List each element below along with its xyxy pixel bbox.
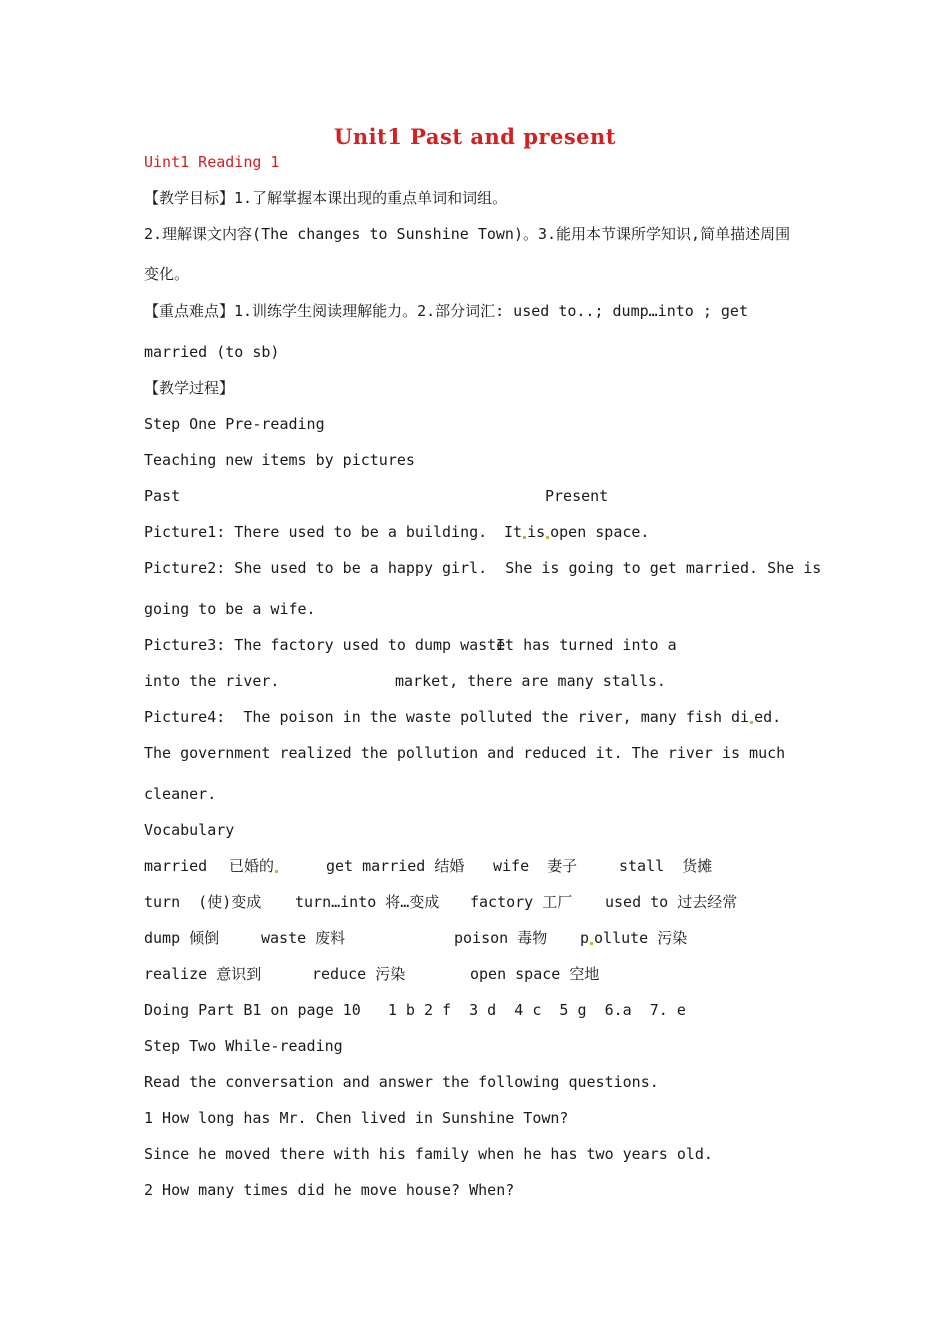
question-1: 1 How long has Mr. Chen lived in Sunshine Town?	[144, 1109, 569, 1127]
teaching-items-line: Teaching new items by pictures	[144, 451, 415, 469]
vocab-turn: turn (使)变成	[144, 893, 262, 911]
vocab-reduce: reduce 污染	[312, 965, 406, 983]
picture3-past-1: Picture3: The factory used to dump waste	[144, 636, 506, 654]
edit-mark-icon	[750, 721, 753, 724]
objectives-line-1: 【教学目标】1.了解掌握本课出现的重点单词和词组。	[144, 189, 508, 207]
vocab-dump: dump 倾倒	[144, 929, 220, 947]
past-label: Past	[144, 487, 181, 505]
vocab-open-space: open space 空地	[470, 965, 600, 983]
process-heading: 【教学过程】	[144, 379, 235, 397]
vocab-poison: poison 毒物	[454, 929, 548, 947]
picture1-present: It is open space.	[504, 523, 650, 541]
vocab-used-to: used to 过去经常	[605, 893, 738, 911]
vocab-waste: waste 废料	[261, 929, 346, 947]
edit-mark-icon	[523, 536, 526, 539]
picture2-line-2: going to be a wife.	[144, 600, 316, 618]
picture3-present-1: It has turned into a	[496, 636, 677, 654]
present-label: Present	[545, 487, 609, 505]
picture4-line-3: cleaner.	[144, 785, 217, 803]
part-b1-answers: Doing Part B1 on page 10 1 b 2 f 3 d 4 c 5 g 6.a 7. e	[144, 1001, 686, 1019]
edit-mark-icon	[275, 870, 278, 873]
page-title: Unit1 Past and present	[334, 124, 616, 149]
vocab-pollute: p ollute 污染	[580, 929, 688, 947]
vocab-married-cn: 已婚的	[229, 856, 279, 876]
picture1-past: Picture1: There used to be a building.	[144, 523, 488, 541]
objectives-line-2: 2.理解课文内容(The changes to Sunshine Town)。3.能用本节课所学知识,简单描述周围	[144, 225, 791, 243]
vocab-get-married: get married 结婚	[326, 857, 465, 875]
vocab-stall: stall 货摊	[619, 857, 713, 875]
question-2: 2 How many times did he move house? When?	[144, 1181, 515, 1199]
picture3-present-2: market, there are many stalls.	[395, 672, 666, 690]
edit-mark-icon	[590, 942, 593, 945]
picture3-past-2: into the river.	[144, 672, 280, 690]
edit-mark-icon	[546, 536, 549, 539]
picture4-line-2: The government realized the pollution and reduced it. The river is much	[144, 744, 786, 762]
vocab-turn-into: turn…into 将…变成	[295, 893, 440, 911]
lesson-subtitle: Uint1 Reading 1	[144, 153, 280, 171]
answer-1: Since he moved there with his family when he has two years old.	[144, 1145, 713, 1163]
step-one-heading: Step One Pre-reading	[144, 415, 325, 433]
picture4-line-1: Picture4: The poison in the waste polluted the river, many fish di ed.	[144, 708, 782, 726]
objectives-line-3: 变化。	[144, 265, 190, 283]
vocab-realize: realize 意识到	[144, 965, 262, 983]
vocabulary-heading: Vocabulary	[144, 821, 235, 839]
vocab-married: married	[144, 857, 208, 875]
read-instruction: Read the conversation and answer the following questions.	[144, 1073, 659, 1091]
vocab-wife: wife 妻子	[493, 857, 578, 875]
picture2-line-1: Picture2: She used to be a happy girl. She is going to get married. She is	[144, 559, 822, 577]
key-points-line-1: 【重点难点】1.训练学生阅读理解能力。2.部分词汇: used to..; dump…into ; get	[144, 302, 748, 320]
vocab-factory: factory 工厂	[470, 893, 573, 911]
step-two-heading: Step Two While-reading	[144, 1037, 343, 1055]
key-points-line-2: married (to sb)	[144, 343, 280, 361]
